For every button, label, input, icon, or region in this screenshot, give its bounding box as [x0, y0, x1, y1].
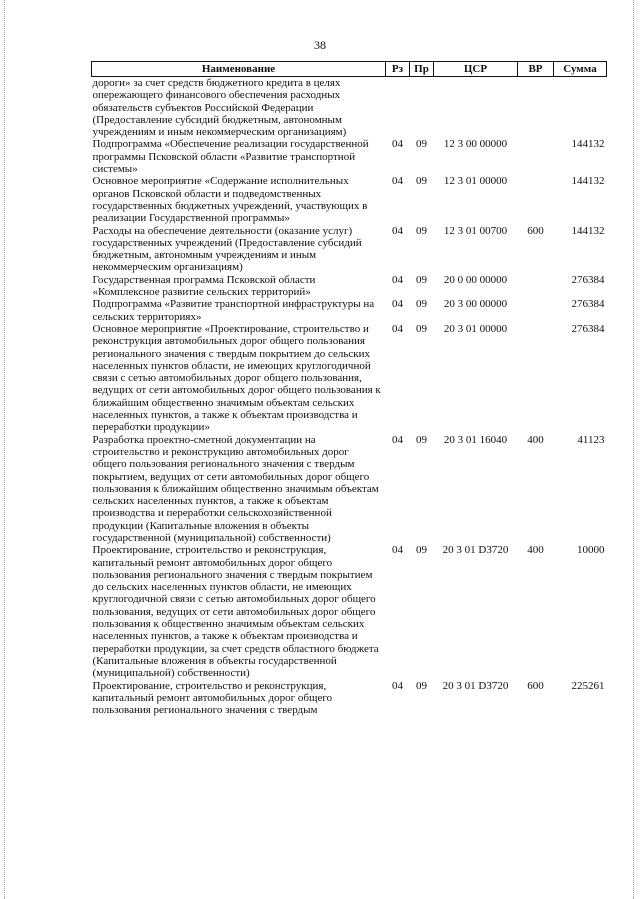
row-csr: 20 3 01 16040: [443, 433, 508, 446]
table-row: [92, 544, 607, 679]
row-sum: 276384: [571, 322, 605, 335]
row-sum: 10000: [577, 544, 605, 557]
row-csr: 20 0 00 00000: [443, 273, 508, 286]
table-row: [92, 298, 607, 323]
row-vr: 400: [527, 544, 544, 557]
row-rz: 04: [392, 433, 403, 446]
header-vr: ВР: [518, 62, 554, 77]
row-csr: 20 3 01 D3720: [442, 679, 509, 692]
row-csr: 12 3 00 00000: [443, 138, 508, 151]
row-pr: 09: [416, 175, 427, 188]
row-rz: 04: [392, 544, 403, 557]
scan-edge-right: [633, 0, 636, 899]
row-sum: 41123: [577, 433, 605, 446]
table-row: [92, 138, 607, 175]
table-row: [92, 434, 607, 545]
row-pr: 09: [416, 298, 427, 311]
header-rz: Рз: [386, 62, 410, 77]
row-name: дороги» за счет средств бюджетного кредита в целях опережающего финансового обеспечения расходных обязательств субъектов Российской Федерации (Предоставление субсидий бюджетным, автономным учреждениям и иным некоммерческим организациям): [92, 77, 347, 139]
row-rz: 04: [392, 273, 403, 286]
row-pr: 09: [416, 322, 427, 335]
row-name: Основное мероприятие «Проектирование, строительство и реконструкция автомобильных дорог общего пользования регионального значения с твердым покрытием до сельских населенных пунктов области, не имеющих круглогодичной связи с сетью автомобильных дорог общего пользования, ведущих от сети автомобильных дорог общего пользования к ближайшим общественно значимым объектам сельских населенных пунктов, а также к объектам производства и переработки продукции»: [92, 322, 381, 434]
row-vr: 600: [527, 679, 544, 692]
row-pr: 09: [416, 433, 427, 446]
row-vr: [518, 175, 554, 224]
row-sum: 144132: [571, 175, 605, 188]
row-sum: 276384: [571, 273, 605, 286]
row-sum: 225261: [571, 679, 605, 692]
header-name: Наименование: [92, 62, 386, 77]
row-vr: 600: [527, 224, 544, 237]
row-pr: 09: [416, 273, 427, 286]
row-rz: 04: [392, 175, 403, 188]
row-name: Государственная программа Псковской области «Комплексное развитие сельских территорий»: [92, 273, 316, 299]
row-pr: 09: [416, 138, 427, 151]
row-name: Подпрограмма «Обеспечение реализации государственной программы Псковской области «Развитие транспортной системы»: [92, 138, 369, 176]
row-rz: 04: [392, 679, 403, 692]
row-name: Проектирование, строительство и реконструкция, капитальный ремонт автомобильных дорог общего пользования регионального значения с твердым покрытием до сельских населенных пунктов области, не имеющих круглогодичной связи с сетью автомобильных дорог общего пользования, ведущих от сети автомобильных дорог общего пользования к общественно значимым объектам сельских населенных пунктов, а также к объектам производства и переработки продукции, за счет средств областного бюджета (Капитальные вложения в объекты государственной (муниципальной) собственности): [92, 544, 379, 680]
row-name: Расходы на обеспечение деятельности (оказание услуг) государственных учреждений (Предоставление субсидий бюджетным, автономным учреждениям и иным некоммерческим организациям): [92, 224, 362, 274]
row-vr: [518, 274, 554, 299]
row-pr: 09: [416, 544, 427, 557]
row-csr: 12 3 01 00000: [443, 175, 508, 188]
row-pr: 09: [416, 224, 427, 237]
row-rz: 04: [392, 224, 403, 237]
page-number: 38: [314, 38, 326, 52]
row-name: Проектирование, строительство и реконструкция, капитальный ремонт автомобильных дорог общего пользования регионального значения с твердым: [92, 679, 333, 717]
row-rz: 04: [392, 298, 403, 311]
row-pr: [410, 77, 434, 139]
header-sum: Сумма: [554, 62, 607, 77]
row-vr: [518, 298, 554, 323]
row-sum: 144132: [571, 138, 605, 151]
table-header: [92, 62, 607, 77]
row-csr: 12 3 01 00700: [443, 224, 508, 237]
row-vr: [518, 77, 554, 139]
header-pr: Пр: [410, 62, 434, 77]
table-row: [92, 77, 607, 139]
table-row: [92, 680, 607, 717]
row-name: Подпрограмма «Развитие транспортной инфраструктуры на сельских территориях»: [92, 298, 375, 323]
row-name: Разработка проектно-сметной документации на строительство и реконструкцию автомобильных дорог общего пользования регионального значения с твердым покрытием, ведущих от сети автомобильных дорог общего пользования к ближайшим общественно значимым объектам сельских населенных пунктов, а также к объектам производства и переработки сельскохозяйственной продукции (Капитальные вложения в объекты государственной (муниципальной) собственности): [92, 433, 379, 544]
budget-table: [91, 61, 607, 716]
row-csr: 20 3 01 00000: [443, 322, 508, 335]
table-body: [92, 77, 607, 717]
scan-edge-left: [4, 0, 7, 899]
row-rz: 04: [392, 322, 403, 335]
table-row: [92, 175, 607, 224]
table-row: [92, 323, 607, 434]
row-sum: [554, 77, 607, 139]
row-csr: 20 3 00 00000: [443, 298, 508, 311]
row-sum: 144132: [571, 224, 605, 237]
row-vr: [518, 138, 554, 175]
row-rz: [386, 77, 410, 139]
table-row: [92, 274, 607, 299]
row-vr: 400: [527, 433, 544, 446]
row-name: Основное мероприятие «Содержание исполнительных органов Псковской области и подведомственных государственных бюджетных учреждений, участвующих в реализации Государственной программы»: [92, 175, 368, 225]
row-pr: 09: [416, 679, 427, 692]
row-csr: [434, 77, 518, 139]
table-row: [92, 225, 607, 274]
row-csr: 20 3 01 D3720: [442, 544, 509, 557]
row-sum: 276384: [571, 298, 605, 311]
header-csr: ЦСР: [434, 62, 518, 77]
row-rz: 04: [392, 138, 403, 151]
row-vr: [518, 323, 554, 434]
